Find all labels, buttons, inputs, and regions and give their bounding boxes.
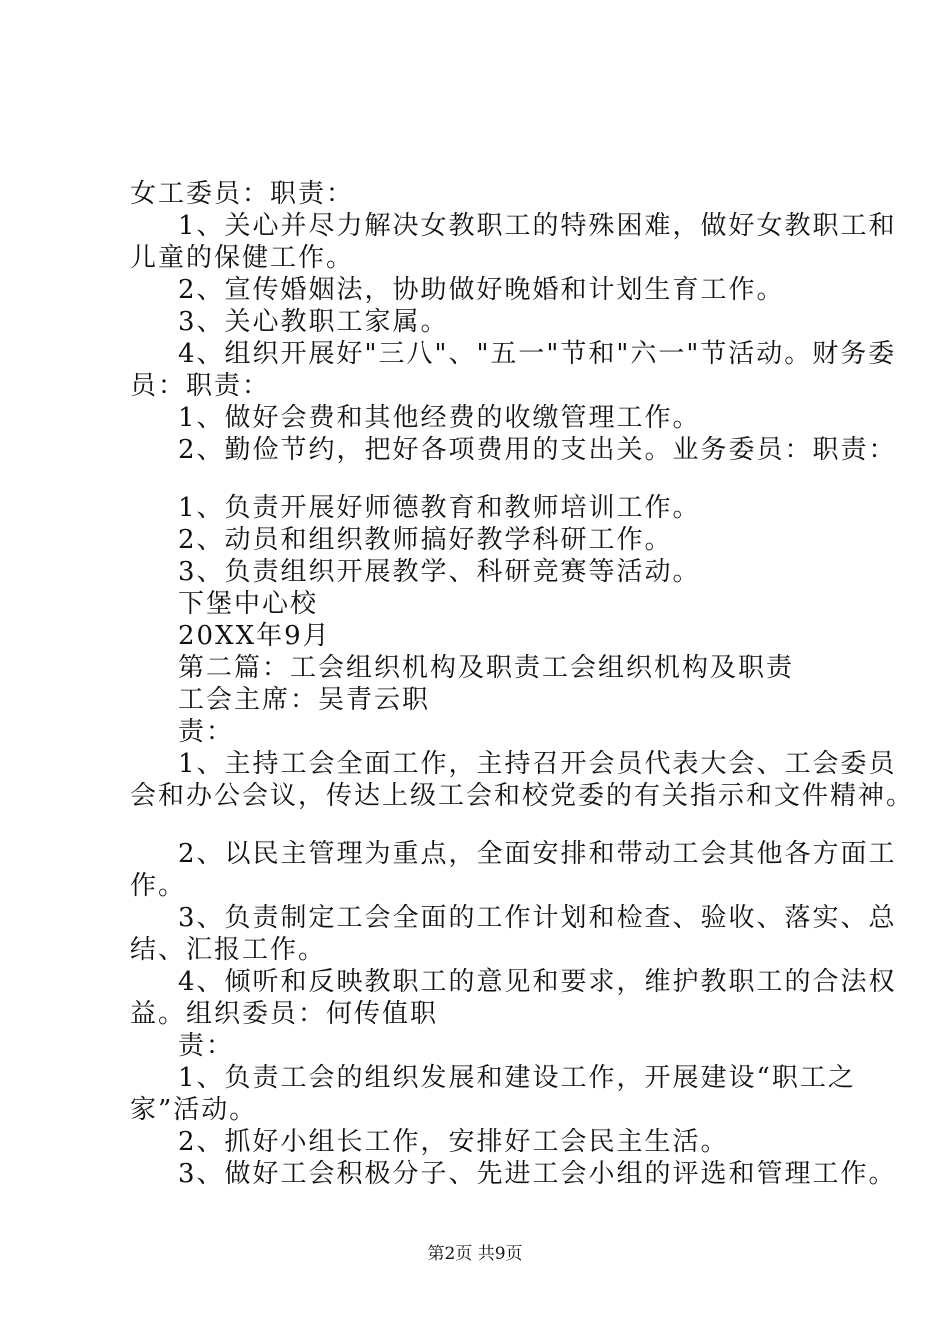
- paragraph-line: 工会主席：吴青云职: [178, 685, 431, 715]
- paragraph-line: 1、负责工会的组织发展和建设工作，开展建设“职工之: [178, 1063, 856, 1093]
- paragraph-line: 1、做好会费和其他经费的收缴管理工作。: [178, 403, 701, 433]
- paragraph-line: 2、勤俭节约，把好各项费用的支出关。业务委员：职责：: [178, 435, 897, 465]
- paragraph-line: 4、组织开展好"三八"、"五一"节和"六一"节活动。财务委: [178, 339, 897, 369]
- paragraph-line: 作。: [130, 871, 187, 901]
- paragraph-line: 3、负责制定工会全面的工作计划和检查、验收、落实、总: [178, 903, 897, 933]
- paragraph-line: 益。组织委员：何传值职: [130, 999, 439, 1029]
- paragraph-line: 责：: [178, 717, 235, 747]
- paragraph-line: 责：: [178, 1031, 235, 1061]
- paragraph-line: 会和办公会议，传达上级工会和校党委的有关指示和文件精神。: [130, 781, 915, 811]
- chapter-title: 第二篇：工会组织机构及职责工会组织机构及职责: [178, 653, 795, 683]
- page-number-footer: 第2页 共9页: [427, 1244, 523, 1264]
- paragraph-line: 1、主持工会全面工作，主持召开会员代表大会、工会委员: [178, 749, 897, 779]
- paragraph-line: 2、动员和组织教师搞好教学科研工作。: [178, 525, 673, 555]
- paragraph-line: 结、汇报工作。: [130, 935, 327, 965]
- document-date: 20XX年9月: [178, 621, 331, 651]
- section-heading-women-committee: 女工委员：职责：: [130, 179, 355, 209]
- paragraph-line: 家”活动。: [130, 1095, 258, 1125]
- paragraph-line: 3、做好工会积极分子、先进工会小组的评选和管理工作。: [178, 1159, 897, 1189]
- paragraph-line: 3、关心教职工家属。: [178, 307, 449, 337]
- paragraph-line: 儿童的保健工作。: [130, 243, 355, 273]
- paragraph-line: 员：职责：: [130, 371, 271, 401]
- paragraph-line: 4、倾听和反映教职工的意见和要求，维护教职工的合法权: [178, 967, 897, 997]
- paragraph-line: 1、关心并尽力解决女教职工的特殊困难，做好女教职工和: [178, 211, 897, 241]
- paragraph-line: 3、负责组织开展教学、科研竞赛等活动。: [178, 557, 701, 587]
- paragraph-line: 2、宣传婚姻法，协助做好晚婚和计划生育工作。: [178, 275, 785, 305]
- school-name: 下堡中心校: [178, 589, 319, 619]
- paragraph-line: 2、以民主管理为重点，全面安排和带动工会其他各方面工: [178, 839, 897, 869]
- paragraph-line: 1、负责开展好师德教育和教师培训工作。: [178, 493, 701, 523]
- paragraph-line: 2、抓好小组长工作，安排好工会民主生活。: [178, 1127, 729, 1157]
